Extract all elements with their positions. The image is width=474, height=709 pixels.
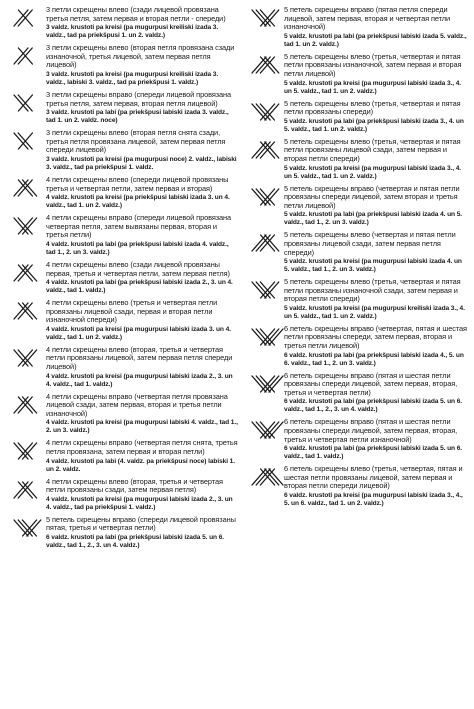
cable-cross-symbol-icon [248, 231, 284, 255]
latvian-description: 6 valdz. krustoti pa kreisi (pa mugurpusi labiski izada 3., 4., 5. un 6. valdz., tad 1. un 2. valdz.) [284, 492, 463, 507]
latvian-description: 4 valdz. krustoti pa labi (4. valdz. pa priekšpusi noce) labiski 1. un 2. valdz. [46, 457, 235, 473]
latvian-description: 4 valdz. krustoti pa kreisi (pa mugurpusi labiski izada 3. un 4. valdz., tad 1. un 2. valdz.) [46, 325, 231, 341]
latvian-description: 4 valdz. krustoti pa labi (pa priekšpusi labiski izada 4. valdz., tad 1., 2. un 3. valdz.) [46, 240, 229, 256]
latvian-description: 3 valdz. krustoti pa kreisi (pa mugurpusi kreiliski izada 3. valdz., tad pa priekšpusi 1. un 2. valdz.) [46, 24, 219, 40]
latvian-description: 6 valdz. krustoti pa labi (pa priekšpusi labiski izada 4., 5. un 6. valdz., tad 1., 2. un 3. valdz.) [284, 351, 464, 367]
legend-entry [10, 44, 238, 87]
russian-description: 5 петель скрещены влево (третья, четвертая и пятая петли провязаны лицевой сзади, затем первая и вторая петли спереди) [284, 136, 461, 163]
legend-entry-text [46, 299, 238, 342]
legend-entry [248, 372, 468, 415]
russian-description: 5 петель скрещены вправо (спереди лицевой провязаны пятая, третья и четвертая петли) [46, 514, 236, 533]
latvian-description: 4 valdz. krustoti pa kreisi (pa mugurpusi labiski 4. valdz., tad 1., 2. un 3. valdz.) [46, 419, 238, 435]
russian-description: 6 петель скрещены вправо (четвертая, пятая и шестая петли провязаны спереди, затем первая, вторая и третья петли лицевой) [284, 323, 467, 351]
legend-entry [10, 478, 238, 512]
latvian-description: 3 valdz. krustoti pa kreisi (pa mugurpusi noce) 2. valdz., labiski 3. valdz., tad pa priekšpusi 1. valdz. [46, 155, 237, 171]
latvian-description: 3 valdz. krustoti pa kreisi (pa mugurpusi kreiliski izada 3. valdz., labiski 3. valdz., tad pa priekšpusi 1. valdz.) [46, 70, 219, 86]
legend-entry-text [284, 418, 468, 461]
latvian-description: 5 valdz. krustoti pa labi (pa priekšpusi labiski izada 5. valdz., tad 1. un 2. valdz.) [284, 32, 467, 48]
russian-description: 6 петель скрещены влево (третья, четвертая, пятая и шестая петли провязаны лицевой, затем первая и вторая петли спереди лицевой) [284, 464, 463, 491]
legend-column-right [248, 6, 468, 512]
latvian-description: 4 valdz. krustoti pa kreisi (pa mugurpusi labiski izada 2., 3. un 4. valdz., tad 1. valdz.) [46, 372, 233, 388]
legend-entry-text [46, 478, 238, 512]
legend-entry-text [46, 516, 238, 550]
cable-cross-symbol-icon [10, 176, 46, 200]
russian-description: 4 петли скрещены влево (спереди лицевой провязаны третья и четвертая петли, затем первая и вторая) [46, 174, 229, 193]
cable-cross-symbol-icon [248, 325, 284, 349]
legend-entry [10, 6, 238, 40]
legend-entry [10, 393, 238, 436]
legend-entry-text [46, 214, 238, 257]
legend-entry [10, 261, 238, 295]
legend-column-left [10, 6, 238, 554]
legend-entry [10, 176, 238, 210]
legend-entry-text [284, 138, 468, 181]
russian-description: 3 петли скрещены влево (вторая петля снята сзади, третья петля провязана лицевой, затем первая петля спереди лицевой) [46, 128, 226, 155]
legend-entry-text [284, 100, 468, 134]
cable-cross-symbol-icon [10, 393, 46, 417]
russian-description: 5 петель скрещены влево (третья, четвертая и пятая петли провязаны изнаночной сзади, затем первая и вторая петли спереди) [284, 277, 461, 304]
latvian-description: 6 valdz. krustoti pa labi (pa priekšpusi labiski izada 5. un 6. valdz., tad 1., 2., 3. un 4. valdz.) [284, 398, 463, 414]
russian-description: 3 петли скрещены влево (вторая петля провязана сзади изнаночной, третья лицевой, затем первая петля лицевой) [46, 43, 235, 70]
russian-description: 4 петли скрещены влево (третья и четвертая петли провязаны лицевой сзади, первая и вторая петли изнаночной спереди) [46, 298, 218, 325]
cable-cross-symbol-icon [10, 516, 46, 540]
cable-cross-symbol-icon [10, 91, 46, 115]
legend-entry-text [284, 465, 468, 508]
legend-entry-text [284, 6, 468, 49]
cable-cross-symbol-icon [248, 465, 284, 489]
legend-entry-text [284, 372, 468, 415]
latvian-description: 4 valdz. krustoti pa labi (pa priekšpusi labiski izada 2., 3. un 4. valdz., tad 1. valdz.) [46, 279, 233, 295]
cable-cross-symbol-icon [10, 214, 46, 238]
russian-description: 4 петли скрещены влево (вторая, третья и четвертая петли провязаны сзади, затем первая петля) [46, 476, 223, 495]
russian-description: 5 петель скрещены влево (четвертая и пятая петли провязаны лицевой сзади, затем первая петля спереди) [284, 230, 456, 257]
latvian-description: 5 valdz. krustoti pa labi (pa priekšpusi labiski izada 3., 4. un 5. valdz., tad 1. un 2. valdz.) [284, 117, 464, 133]
latvian-description: 4 valdz. krustoti pa kreisi (pa mugurpusi labiski izada 2., 3. un 4. valdz., tad pa priekšpusi 1. valdz.) [46, 495, 233, 511]
cable-cross-symbol-icon [10, 299, 46, 323]
legend-entry-text [46, 91, 238, 125]
legend-entry-text [284, 325, 468, 368]
russian-description: 4 петли скрещены вправо (спереди лицевой провязана четвертая петля, затем вывязаны первая, вторая и третья петли) [46, 213, 232, 240]
cable-cross-symbol-icon [248, 185, 284, 209]
legend-entry [248, 185, 468, 228]
legend-entry-text [46, 129, 238, 172]
latvian-description: 5 valdz. krustoti pa labi (pa priekšpusi labiski izada 4. un 5. valdz., tad 1., 2. un 3. valdz.) [284, 211, 463, 227]
legend-entry [10, 129, 238, 172]
russian-description: 4 петли скрещены вправо (четвертая петля провязана лицевой сзади, затем первая, вторая и третья петли изнаночной) [46, 391, 228, 418]
legend-entry [248, 138, 468, 181]
legend-entry [10, 516, 238, 550]
legend-entry-text [46, 176, 238, 210]
legend-entry-text [46, 44, 238, 87]
russian-description: 5 петель скрещены вправо (четвертая и пятая петли провязаны спереди лицевой, затем вторая и третья петли лицевой) [284, 183, 460, 210]
legend-entry [248, 465, 468, 508]
russian-description: 6 петель скрещены вправо (пятая и шестая петли провязаны спереди лицевой, затем первая, вторая, третья и четвертая петли изнаночной) [284, 417, 458, 444]
legend-entry [248, 231, 468, 274]
latvian-description: 6 valdz. krustoti pa labi (pa priekšpusi labiski izada 5. un 6. valdz., tad 1., 2., 3. un 4. valdz.) [46, 534, 225, 549]
russian-description: 5 петель скрещены влево (третья, четвертая и пятая петли провязаны изнаночной, затем первая и вторая петли лицевой) [284, 51, 462, 78]
latvian-description: 5 valdz. krustoti pa kreisi (pa mugurpusi labiski izada 4. un 5. valdz., tad 1., 2. un 3. valdz.) [284, 258, 462, 274]
legend-entry-text [46, 6, 238, 40]
cable-cross-symbol-icon [10, 6, 46, 30]
cable-cross-symbol-icon [248, 100, 284, 124]
legend-entry [10, 346, 238, 389]
legend-entry [248, 278, 468, 321]
cable-cross-symbol-icon [10, 478, 46, 502]
latvian-description: 5 valdz. krustoti pa kreisi (pa mugurpusi labiski izada 3., 4. un 5. valdz., tad 1. un 2. valdz.) [284, 164, 462, 180]
legend-entry [10, 91, 238, 125]
legend-entry-text [284, 231, 468, 274]
legend-entry [10, 214, 238, 257]
latvian-description: 5 valdz. krustoti pa kreisi (pa mugurpusi kreiliski izada 3., 4. un 5. valdz., tad 1. un 2. valdz.) [284, 304, 465, 320]
cable-cross-symbol-icon [10, 346, 46, 370]
cable-cross-symbol-icon [10, 44, 46, 68]
russian-description: 4 петли скрещены влево (вторая, третья и четвертая петли провязаны лицевой, затем первая петля спереди лицевой) [46, 344, 233, 372]
cable-cross-symbol-icon [248, 372, 284, 396]
latvian-description: 5 valdz. krustoti pa kreisi (pa mugurpusi labiski izada 3., 4. un 5. valdz., tad 1. un 2. valdz.) [284, 79, 462, 95]
latvian-description: 4 valdz. krustoti pa kreisi (pa priekšpusi labiski izada 3. un 4. valdz., tad 1. un 2. valdz.) [46, 194, 230, 210]
legend-entry-text [284, 53, 468, 96]
cable-cross-symbol-icon [248, 418, 284, 442]
cable-cross-symbol-icon [10, 261, 46, 285]
legend-entry-text [46, 261, 238, 295]
cable-cross-symbol-icon [248, 278, 284, 302]
legend-entry [248, 325, 468, 368]
russian-description: 4 петли скрещены влево (сзади лицевой провязаны первая, третья и четвертая петли, затем первая петля) [46, 259, 230, 278]
legend-entry [248, 418, 468, 461]
latvian-description: 6 valdz. krustoti pa labi (pa priekšpusi labiski izada 5. un 6. valdz., tad 1. valdz.) [284, 445, 463, 461]
cable-cross-symbol-icon [10, 129, 46, 153]
legend-entry-text [46, 439, 238, 473]
russian-description: 4 петли скрещены вправо (четвертая петля снята, третья петля провязана, затем первая и вторая петли) [46, 438, 238, 457]
russian-description: 3 петли скрещены вправо (спереди лицевой провязана третья петля, затем первая, вторая петля лицевой) [46, 89, 232, 108]
latvian-description: 3 valdz. krustoti pa labi (pa priekšpusi labiski izada 3. valdz., tad 1. un 2. valdz. noce) [46, 109, 229, 125]
russian-description: 3 петли скрещены влево (сзади лицевой провязана третья петля, затем первая и вторая петли - спереди) [46, 5, 226, 23]
cable-cross-symbol-icon [248, 138, 284, 162]
cable-cross-symbol-icon [10, 439, 46, 463]
legend-entry [10, 439, 238, 473]
legend-entry-text [284, 185, 468, 228]
russian-description: 5 петель скрещены влево (третья, четвертая и пятая петли провязаны спереди) [284, 98, 461, 117]
legend-entry [248, 53, 468, 96]
cable-cross-symbol-icon [248, 53, 284, 77]
cable-cross-symbol-icon [248, 6, 284, 30]
legend-entry [248, 6, 468, 49]
legend-entry [248, 100, 468, 134]
russian-description: 6 петель скрещены вправо (пятая и шестая петли провязаны спереди лицевой, затем первая, вторая, третья и четвертая петли) [284, 370, 458, 397]
legend-entry-text [46, 393, 238, 436]
russian-description: 5 петель скрещены вправо (пятая петля спереди лицевой, затем первая, вторая и четвертая петли изнаночной) [284, 5, 450, 32]
legend-entry-text [284, 278, 468, 321]
legend-entry [10, 299, 238, 342]
legend-entry-text [46, 346, 238, 389]
